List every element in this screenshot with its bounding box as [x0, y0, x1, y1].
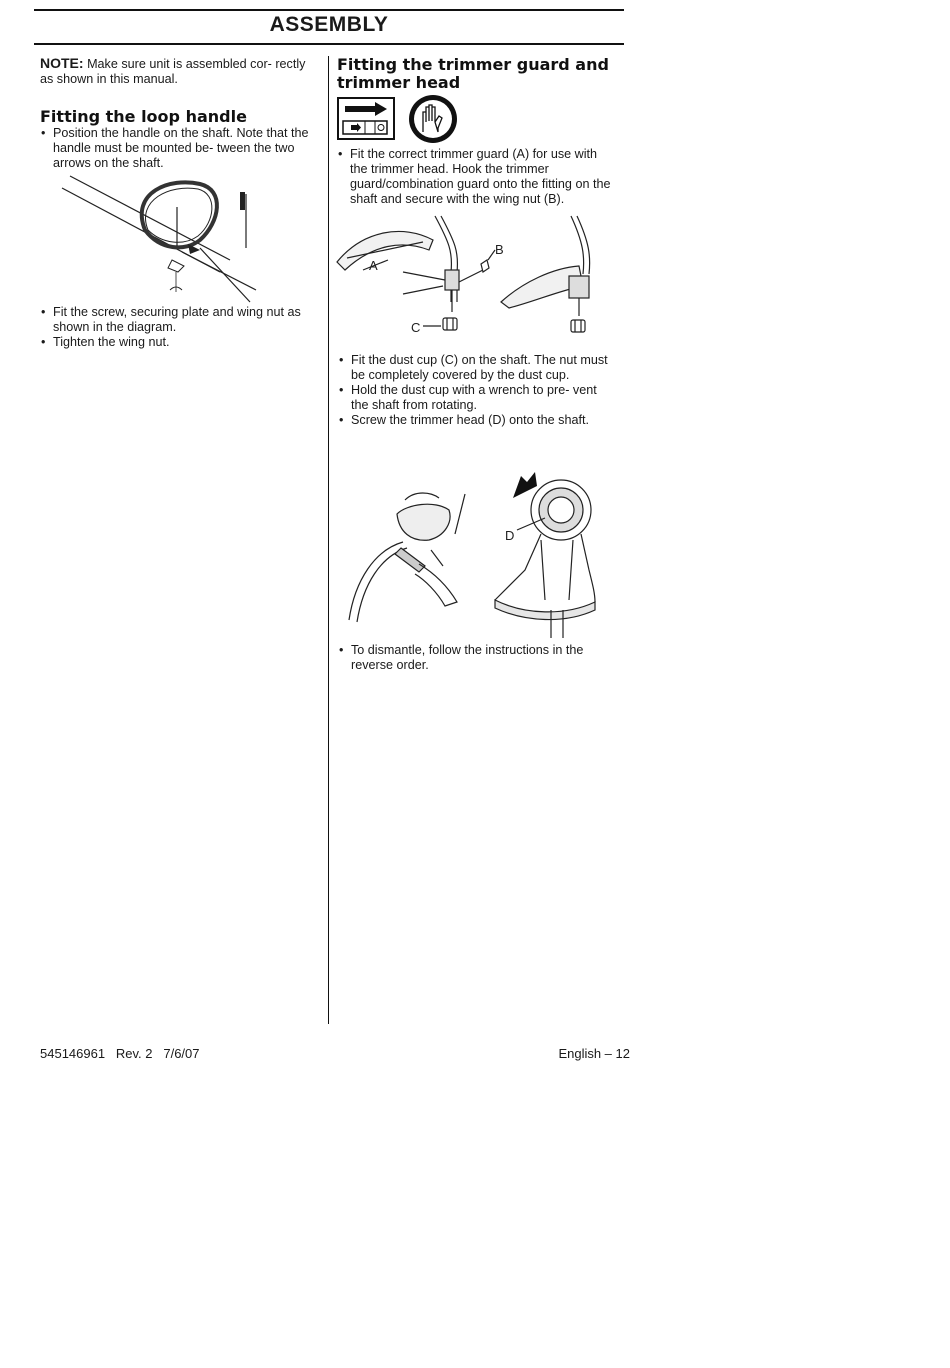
loop-handle-list [40, 126, 315, 171]
dismantle-list [338, 643, 613, 673]
figure-label-a: A [369, 258, 378, 273]
list-item: • Fit the correct trimmer guard (A) for use with the trimmer head. Hook the trimmer guard/combination guard onto the fitting on the shaft and secure with the wing nut (B). [337, 147, 612, 207]
header-bottom-rule [34, 43, 624, 45]
list-item: • Position the handle on the shaft. Note that the handle must be mounted be- tween the two arrows on the shaft. [40, 126, 315, 171]
figure-label-d: D [505, 528, 515, 543]
left-column-lower [40, 305, 315, 350]
left-column [40, 56, 315, 171]
page-number: English – 12 [558, 1046, 630, 1061]
final-text-block [338, 643, 613, 673]
note-paragraph [40, 56, 315, 87]
right-column [337, 56, 617, 92]
list-item: • Screw the trimmer head (D) onto the shaft. [338, 413, 613, 428]
trimmer-guard-heading: Fitting the trimmer guard and trimmer head [337, 55, 609, 92]
note-label: NOTE: [40, 55, 84, 71]
header-top-rule [34, 9, 624, 11]
list-item: • Fit the dust cup (C) on the shaft. The nut must be completely covered by the dust cup. [338, 353, 613, 383]
list-item: • Fit the screw, securing plate and wing nut as shown in the diagram. [40, 305, 315, 335]
dust-cup-text-block [338, 353, 613, 428]
list-item: • Hold the dust cup with a wrench to pre- vent the shaft from rotating. [338, 383, 613, 413]
trimmer-guard-illustration [333, 212, 613, 342]
loop-handle-list-2 [40, 305, 315, 350]
gloves-icon [408, 94, 458, 144]
doc-number: 545146961 Rev. 2 7/6/07 [40, 1046, 200, 1061]
loop-handle-heading: Fitting the loop handle [40, 107, 247, 126]
list-item: • To dismantle, follow the instructions in the reverse order. [338, 643, 613, 673]
arrow-box-icon [337, 97, 395, 140]
note-text: Make sure unit is assembled cor- rectly as shown in this manual. [40, 57, 306, 86]
figure-label-b: B [495, 242, 504, 257]
list-item: • Tighten the wing nut. [40, 335, 315, 350]
page-title: ASSEMBLY [269, 13, 389, 36]
column-divider [328, 56, 329, 1024]
dust-cup-list [338, 353, 613, 428]
figure-label-c: C [411, 320, 421, 335]
loop-handle-illustration [60, 172, 270, 308]
trimmer-head-illustration [345, 470, 605, 640]
guard-text-block [337, 147, 612, 207]
trimmer-guard-list [337, 147, 612, 207]
